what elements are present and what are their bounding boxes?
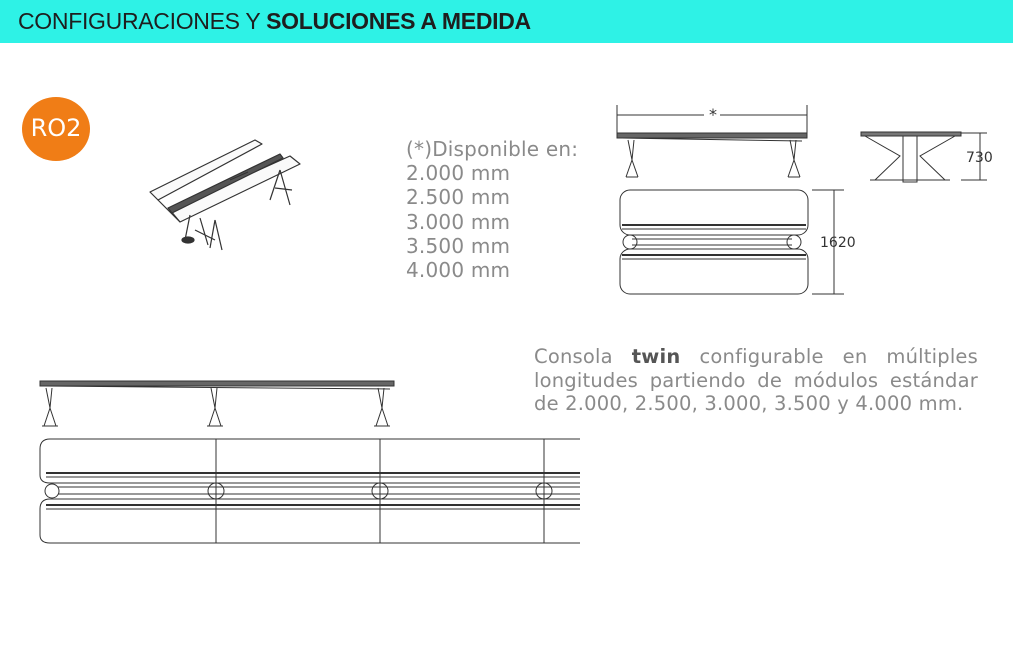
description-suffix: configurable en múltiples longitudes partiendo de módulos estándar de 2.000, 2.500, 3.000, 3.500 y 4.000 mm. [534,345,978,415]
width-marker: * [709,105,717,124]
availability-list [406,137,578,282]
description-product-name: twin [631,345,681,368]
perspective-desk-drawing [140,130,330,255]
header-bar [0,0,1013,43]
availability-size: 3.000 mm [406,209,511,234]
title-bold: SOLUCIONES A MEDIDA [266,8,531,34]
availability-size: 2.000 mm [406,161,511,186]
page-title [18,8,531,35]
extended-plan-drawing [38,437,583,547]
depth-dimension: 1620 [820,235,856,251]
availability-size: 4.000 mm [406,258,511,283]
height-dimension: 730 [966,150,993,166]
plan-view-drawing [612,185,852,300]
model-badge [22,97,90,161]
title-regular: CONFIGURACIONES Y [18,8,267,34]
availability-size: 3.500 mm [406,233,511,258]
availability-heading: (*)Disponible en: [406,137,579,161]
description-prefix: Consola [534,345,632,368]
model-badge-label: RO2 [30,114,82,142]
availability-size: 2.500 mm [406,185,511,210]
description-text [534,345,978,416]
extended-elevation-drawing [38,378,398,433]
